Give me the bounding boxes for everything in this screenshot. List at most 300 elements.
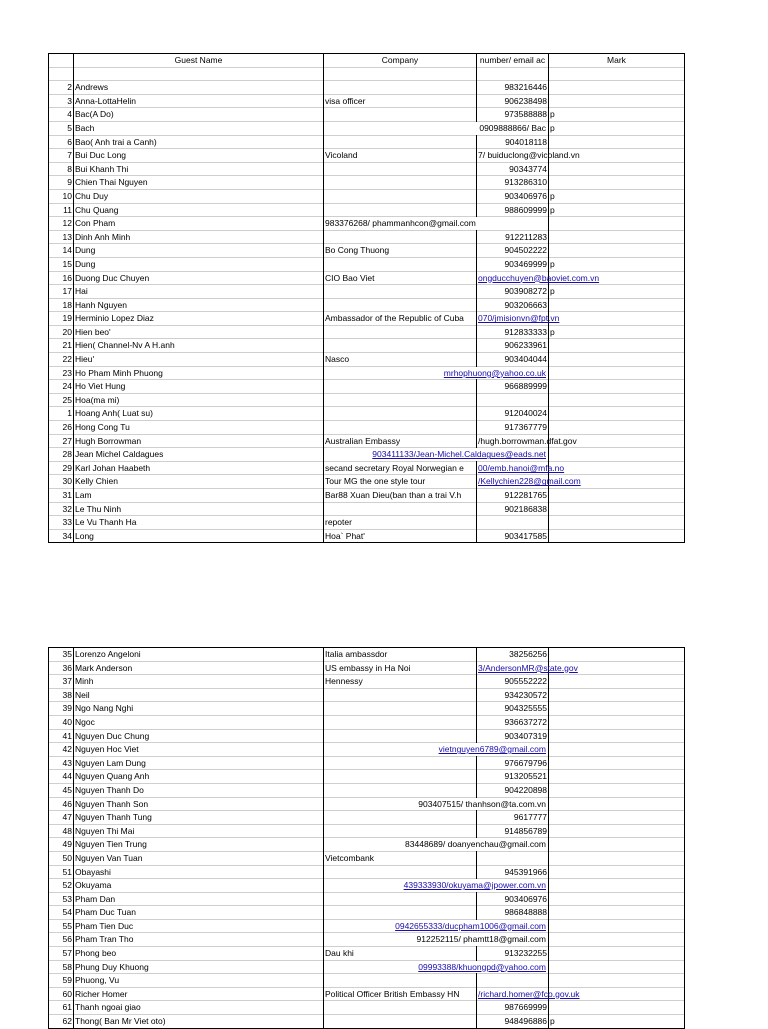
guest-name: Pham Tran Tho [74,933,324,947]
contact: 903469999 [477,257,549,271]
contact: 986848888 [477,906,549,920]
guest-name: Pham Duc Tuan [74,906,324,920]
contact: 973588888 [477,108,549,122]
company: Hoa` Phat' [324,529,477,543]
table-row [49,461,685,475]
header-contact: number/ email ac [477,54,549,68]
table-row [49,475,685,489]
table-row [49,715,685,729]
row-number: 21 [49,339,74,353]
contact: mrhophuong@yahoo.co.uk [324,366,549,380]
contact: 905552222 [477,675,549,689]
guest-table-top [48,53,685,543]
row-number: 49 [49,838,74,852]
mark [549,729,685,743]
row-number: 39 [49,702,74,716]
row-number: 14 [49,244,74,258]
guest-name: Neil [74,688,324,702]
mark [549,824,685,838]
guest-name: Nguyen Thanh Do [74,783,324,797]
row-number: 60 [49,987,74,1001]
table-row [49,648,685,662]
guest-name: Jean Michel Caldagues [74,448,324,462]
table-row [49,824,685,838]
table-row [49,135,685,149]
mark [549,407,685,421]
row-number: 54 [49,906,74,920]
row-number: 18 [49,298,74,312]
table-row [49,81,685,95]
row-number: 59 [49,974,74,988]
guest-name: Bui Khanh Thi [74,162,324,176]
row-number: 10 [49,189,74,203]
row-number: 2 [49,81,74,95]
row-number: 19 [49,312,74,326]
guest-name: Bao( Anh trai a Canh) [74,135,324,149]
row-number: 43 [49,756,74,770]
guest-name: Con Pham [74,217,324,231]
contact: ongducchuyen@baoviet.com.vn [477,271,549,285]
mark [549,516,685,530]
guest-name: Kelly Chien [74,475,324,489]
guest-name: Nguyen Hoc Viet [74,743,324,757]
contact [477,974,549,988]
mark [549,688,685,702]
guest-name: Phuong, Vu [74,974,324,988]
row-number: 24 [49,380,74,394]
contact: 903406976 [477,189,549,203]
guest-name: Hoa(ma mi) [74,393,324,407]
contact: /Kellychien228@gmail.com [477,475,549,489]
mark [549,366,685,380]
company [324,162,477,176]
company: CIO Bao Viet [324,271,477,285]
table-row [49,244,685,258]
mark [549,312,685,326]
contact: 38256256 [477,648,549,662]
row-number: 57 [49,947,74,961]
table-row [49,933,685,947]
company: Bar88 Xuan Dieu(ban than a trai V.h [324,489,477,503]
table-row [49,189,685,203]
company [324,502,477,516]
row-number: 42 [49,743,74,757]
mark [549,67,685,81]
table-row [49,1001,685,1015]
company [324,230,477,244]
mark [549,461,685,475]
mark [549,353,685,367]
table-row [49,298,685,312]
contact [477,393,549,407]
contact [477,516,549,530]
row-number: 30 [49,475,74,489]
mark [549,162,685,176]
row-number: 13 [49,230,74,244]
table-row [49,960,685,974]
guest-name: Mark Anderson [74,661,324,675]
row-number: 45 [49,783,74,797]
table-row [49,1015,685,1029]
header-row [49,54,685,68]
company [324,108,477,122]
company [324,688,477,702]
mark [549,648,685,662]
contact: 987669999 [477,1001,549,1015]
mark: p [549,1015,685,1029]
guest-name: Bui Duc Long [74,149,324,163]
contact [477,851,549,865]
company-contact: 983376268/ phammanhcon@gmail.com [324,217,549,231]
guest-name: Lorenzo Angeloni [74,648,324,662]
contact: 912281765 [477,489,549,503]
mark [549,906,685,920]
table-row [49,448,685,462]
guest-name: Lam [74,489,324,503]
mark [549,756,685,770]
guest-name: Nguyen Tien Trung [74,838,324,852]
contact: /hugh.borrowman.dfat.gov [477,434,549,448]
table-row [49,366,685,380]
guest-name: Chu Duy [74,189,324,203]
table-row [49,325,685,339]
guest-name: Ho Pham Minh Phuong [74,366,324,380]
row-number: 4 [49,108,74,122]
row-number: 23 [49,366,74,380]
guest-name [74,67,324,81]
row-number: 44 [49,770,74,784]
guest-name: Nguyen Quang Anh [74,770,324,784]
contact: 903407319 [477,729,549,743]
mark [549,947,685,961]
guest-name: Chu Quang [74,203,324,217]
company [324,892,477,906]
contact: 7/ buiduclong@vicoland.vn [477,149,549,163]
row-number: 9 [49,176,74,190]
row-number: 27 [49,434,74,448]
contact: 914856789 [477,824,549,838]
guest-name: Hien beo' [74,325,324,339]
contact: 936637272 [477,715,549,729]
company [324,906,477,920]
company [324,176,477,190]
company [324,189,477,203]
row-number: 56 [49,933,74,947]
table-row [49,203,685,217]
company [324,407,477,421]
contact: 3/AndersonMR@state.gov [477,661,549,675]
contact: 913205521 [477,770,549,784]
row-number: 32 [49,502,74,516]
contact: 917367779 [477,421,549,435]
company [324,811,477,825]
guest-name: Ngo Nang Nghi [74,702,324,716]
row-number: 29 [49,461,74,475]
mark [549,743,685,757]
mark [549,339,685,353]
company: Italia ambassdor [324,648,477,662]
guest-name: Hien( Channel-Nv A H.anh [74,339,324,353]
contact: 945391966 [477,865,549,879]
row-number: 15 [49,257,74,271]
company: Bo Cong Thuong [324,244,477,258]
company [324,729,477,743]
mark [549,81,685,95]
company [324,702,477,716]
guest-name: Phung Duy Khuong [74,960,324,974]
row-number: 12 [49,217,74,231]
company: US embassy in Ha Noi [324,661,477,675]
contact: 903406976 [477,892,549,906]
company [324,67,477,81]
row-number: 6 [49,135,74,149]
table-row [49,489,685,503]
table-row [49,149,685,163]
table-row [49,865,685,879]
row-number: 50 [49,851,74,865]
contact: 83448689/ doanyenchau@gmail.com [324,838,549,852]
guest-name: Nguyen Thanh Son [74,797,324,811]
table-row [49,407,685,421]
row-number: 48 [49,824,74,838]
table-row [49,421,685,435]
contact: 912040024 [477,407,549,421]
guest-name: Bac(A Do) [74,108,324,122]
guest-name: Hong Cong Tu [74,421,324,435]
contact: 904502222 [477,244,549,258]
mark [549,421,685,435]
company [324,298,477,312]
row-number: 36 [49,661,74,675]
contact: 902186838 [477,502,549,516]
guest-name: Dung [74,244,324,258]
company [324,1001,477,1015]
header-guest-name: Guest Name [74,54,324,68]
company: Political Officer British Embassy HN [324,987,477,1001]
contact: 976679796 [477,756,549,770]
table-row [49,257,685,271]
row-number [49,67,74,81]
guest-name: Chien Thai Nguyen [74,176,324,190]
guest-name: Richer Homer [74,987,324,1001]
table-row [49,811,685,825]
mark [549,865,685,879]
contact: 913286310 [477,176,549,190]
guest-name: Le Vu Thanh Ha [74,516,324,530]
row-number: 41 [49,729,74,743]
table-row [49,94,685,108]
contact: /richard.homer@fco.gov.uk [477,987,549,1001]
header-mark: Mark [549,54,685,68]
row-number: 3 [49,94,74,108]
company [324,421,477,435]
guest-name: Hai [74,285,324,299]
company: secand secretary Royal Norwegian e [324,461,477,475]
row-number: 46 [49,797,74,811]
guest-name: Herminio Lopez Diaz [74,312,324,326]
company: repoter [324,516,477,530]
table-row [49,675,685,689]
mark [549,393,685,407]
contact: 904325555 [477,702,549,716]
company: Dau khi [324,947,477,961]
row-number: 33 [49,516,74,530]
guest-name: Obayashi [74,865,324,879]
company [324,380,477,394]
contact: 988609999 [477,203,549,217]
guest-name: Ho Viet Hung [74,380,324,394]
table-row [49,851,685,865]
row-number: 51 [49,865,74,879]
guest-name: Le Thu Ninh [74,502,324,516]
row-number: 62 [49,1015,74,1029]
guest-name: Thanh ngoai giao [74,1001,324,1015]
contact: 912833333 [477,325,549,339]
table-row [49,121,685,135]
mark [549,892,685,906]
row-number: 35 [49,648,74,662]
mark [549,770,685,784]
contact: 934230572 [477,688,549,702]
company [324,974,477,988]
row-number: 5 [49,121,74,135]
guest-name: Phong beo [74,947,324,961]
guest-name: Pham Tien Duc [74,919,324,933]
mark [549,851,685,865]
row-number: 37 [49,675,74,689]
row-number: 26 [49,421,74,435]
mark: p [549,108,685,122]
row-number: 34 [49,529,74,543]
company [324,81,477,95]
row-number: 47 [49,811,74,825]
table-row [49,783,685,797]
contact: 90343774 [477,162,549,176]
mark [549,811,685,825]
contact: 070/jmisionvn@fpt.vn [477,312,549,326]
contact: 903411133/Jean-Michel.Caldagues@eads.net [324,448,549,462]
contact: 906233961 [477,339,549,353]
contact: 903206663 [477,298,549,312]
mark [549,176,685,190]
company [324,393,477,407]
row-number: 25 [49,393,74,407]
table-row [49,230,685,244]
guest-name: Okuyama [74,879,324,893]
mark [549,974,685,988]
row-number: 1 [49,407,74,421]
table-row [49,380,685,394]
table-row [49,797,685,811]
guest-name: Hugh Borrowman [74,434,324,448]
company [324,339,477,353]
mark [549,675,685,689]
table-row [49,906,685,920]
guest-name: Hoang Anh( Luat su) [74,407,324,421]
row-number: 38 [49,688,74,702]
company: Nasco [324,353,477,367]
row-number: 20 [49,325,74,339]
company [324,257,477,271]
company [324,285,477,299]
guest-name: Nguyen Thi Mai [74,824,324,838]
mark [549,702,685,716]
row-number: 40 [49,715,74,729]
mark [549,960,685,974]
contact: 00/emb.hanoi@mfa.no [477,461,549,475]
table-row [49,947,685,961]
contact: 903417585 [477,529,549,543]
mark [549,879,685,893]
guest-name: Dinh Anh Minh [74,230,324,244]
company: Ambassador of the Republic of Cuba [324,312,477,326]
table-row [49,756,685,770]
company: visa officer [324,94,477,108]
mark [549,502,685,516]
contact: 09993388/khuongpd@yahoo.com [324,960,549,974]
mark [549,135,685,149]
mark [549,933,685,947]
contact: 0909888866/ Bac [324,121,549,135]
table-row [49,516,685,530]
mark: p [549,189,685,203]
row-number: 28 [49,448,74,462]
table-row [49,217,685,231]
company: Tour MG the one style tour [324,475,477,489]
contact: 903407515/ thanhson@ta.com.vn [324,797,549,811]
mark [549,94,685,108]
mark [549,489,685,503]
guest-name: Nguyen Thanh Tung [74,811,324,825]
contact: 439333930/okuyama@jpower.com.vn [324,879,549,893]
table-row [49,271,685,285]
mark [549,448,685,462]
guest-name: Long [74,529,324,543]
contact: vietnguyen6789@gmail.com [324,743,549,757]
guest-name: Nguyen Lam Dung [74,756,324,770]
table-row [49,353,685,367]
row-number: 52 [49,879,74,893]
mark [549,380,685,394]
row-number: 55 [49,919,74,933]
table-row [49,688,685,702]
contact: 904220898 [477,783,549,797]
table-row [49,702,685,716]
guest-name: Dung [74,257,324,271]
header-number [49,54,74,68]
table-row [49,162,685,176]
table-row [49,339,685,353]
guest-name: Nguyen Duc Chung [74,729,324,743]
guest-name: Minh [74,675,324,689]
table-row [49,434,685,448]
contact: 9617777 [477,811,549,825]
table-row [49,176,685,190]
row-number: 58 [49,960,74,974]
table-row [49,108,685,122]
guest-name: Thong( Ban Mr Viet oto) [74,1015,324,1029]
mark: p [549,325,685,339]
table-row [49,743,685,757]
contact: 983216446 [477,81,549,95]
company [324,865,477,879]
mark [549,230,685,244]
company [324,715,477,729]
guest-name: Hieu' [74,353,324,367]
mark: p [549,257,685,271]
table-row [49,974,685,988]
table-row [49,661,685,675]
